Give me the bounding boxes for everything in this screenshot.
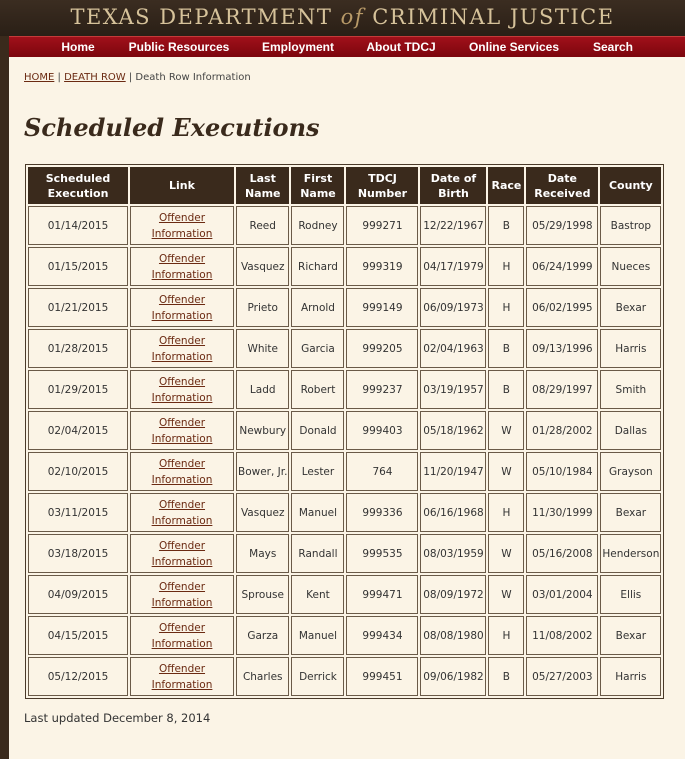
last-name-cell: Ladd [236, 370, 289, 409]
table-row [28, 534, 661, 573]
last-name-cell: Vasquez [236, 493, 289, 532]
date-received-cell: 05/27/2003 [526, 657, 598, 696]
county-cell: Bastrop [600, 206, 661, 245]
page-title: Scheduled Executions [24, 113, 320, 142]
table-row [28, 575, 661, 614]
link-cell [130, 370, 234, 409]
first-name-cell: Arnold [291, 288, 344, 327]
tdcj-number-cell: 999336 [346, 493, 418, 532]
tdcj-number-cell: 999471 [346, 575, 418, 614]
race-cell: H [488, 288, 524, 327]
date-of-birth-cell: 03/19/1957 [420, 370, 486, 409]
date-received-cell: 05/29/1998 [526, 206, 598, 245]
execution-date-cell: 02/10/2015 [28, 452, 128, 491]
offender-info-link[interactable]: Offender Information [151, 252, 213, 281]
table-row [28, 329, 661, 368]
date-of-birth-cell: 08/03/1959 [420, 534, 486, 573]
breadcrumb-home-link[interactable]: HOME [24, 72, 55, 83]
table-body [28, 206, 661, 696]
execution-date-cell: 01/14/2015 [28, 206, 128, 245]
race-cell: B [488, 329, 524, 368]
offender-info-link[interactable]: Offender Information [151, 416, 213, 445]
breadcrumb-separator: | [125, 72, 136, 83]
execution-date-cell: 05/12/2015 [28, 657, 128, 696]
col-header-link: Link [130, 167, 234, 204]
table-row [28, 288, 661, 327]
table-header-row [28, 167, 661, 204]
first-name-cell: Donald [291, 411, 344, 450]
execution-date-cell: 01/28/2015 [28, 329, 128, 368]
link-cell [130, 616, 234, 655]
date-of-birth-cell: 09/06/1982 [420, 657, 486, 696]
date-received-cell: 06/02/1995 [526, 288, 598, 327]
first-name-cell: Lester [291, 452, 344, 491]
first-name-cell: Derrick [291, 657, 344, 696]
race-cell: H [488, 616, 524, 655]
link-cell [130, 657, 234, 696]
tdcj-number-cell: 999205 [346, 329, 418, 368]
col-header-tdcj-number: TDCJ Number [346, 167, 418, 204]
offender-info-link[interactable]: Offender Information [151, 498, 213, 527]
table-row [28, 493, 661, 532]
county-cell: Dallas [600, 411, 661, 450]
breadcrumb-current: Death Row Information [135, 72, 251, 83]
county-cell: Bexar [600, 616, 661, 655]
tdcj-number-cell: 999149 [346, 288, 418, 327]
offender-info-link[interactable]: Offender Information [151, 457, 213, 486]
last-name-cell: Newbury [236, 411, 289, 450]
race-cell: B [488, 657, 524, 696]
nav-employment[interactable]: Employment [261, 40, 335, 54]
breadcrumb-death-row-link[interactable]: DEATH ROW [64, 72, 126, 83]
link-cell [130, 288, 234, 327]
table-row [28, 206, 661, 245]
offender-info-link[interactable]: Offender Information [151, 580, 213, 609]
execution-date-cell: 02/04/2015 [28, 411, 128, 450]
last-name-cell: Garza [236, 616, 289, 655]
execution-date-cell: 04/15/2015 [28, 616, 128, 655]
site-title-part1: TEXAS DEPARTMENT [70, 5, 333, 29]
col-header-date-of-birth: Date of Birth [420, 167, 486, 204]
date-received-cell: 06/24/1999 [526, 247, 598, 286]
nav-about-tdcj[interactable]: About TDCJ [366, 40, 436, 54]
col-header-scheduled-execution: Scheduled Execution [28, 167, 128, 204]
link-cell [130, 534, 234, 573]
race-cell: H [488, 493, 524, 532]
date-of-birth-cell: 08/08/1980 [420, 616, 486, 655]
date-of-birth-cell: 11/20/1947 [420, 452, 486, 491]
date-of-birth-cell: 08/09/1972 [420, 575, 486, 614]
first-name-cell: Manuel [291, 616, 344, 655]
race-cell: B [488, 370, 524, 409]
tdcj-number-cell: 999434 [346, 616, 418, 655]
offender-info-link[interactable]: Offender Information [151, 211, 213, 240]
link-cell [130, 452, 234, 491]
last-updated: Last updated December 8, 2014 [24, 711, 211, 725]
execution-date-cell: 01/15/2015 [28, 247, 128, 286]
county-cell: Bexar [600, 288, 661, 327]
date-received-cell: 11/08/2002 [526, 616, 598, 655]
first-name-cell: Randall [291, 534, 344, 573]
site-title-of: of [340, 5, 365, 29]
nav-online-services[interactable]: Online Services [468, 40, 560, 54]
date-received-cell: 05/10/1984 [526, 452, 598, 491]
table-row [28, 452, 661, 491]
last-name-cell: Sprouse [236, 575, 289, 614]
tdcj-number-cell: 999535 [346, 534, 418, 573]
link-cell [130, 411, 234, 450]
link-cell [130, 247, 234, 286]
first-name-cell: Rodney [291, 206, 344, 245]
tdcj-number-cell: 764 [346, 452, 418, 491]
execution-date-cell: 01/21/2015 [28, 288, 128, 327]
table-row [28, 657, 661, 696]
date-of-birth-cell: 12/22/1967 [420, 206, 486, 245]
date-received-cell: 05/16/2008 [526, 534, 598, 573]
execution-date-cell: 03/11/2015 [28, 493, 128, 532]
col-header-last-name: Last Name [236, 167, 289, 204]
link-cell [130, 329, 234, 368]
last-name-cell: Reed [236, 206, 289, 245]
first-name-cell: Garcia [291, 329, 344, 368]
tdcj-number-cell: 999319 [346, 247, 418, 286]
offender-info-link[interactable]: Offender Information [151, 621, 213, 650]
county-cell: Harris [600, 657, 661, 696]
county-cell: Ellis [600, 575, 661, 614]
county-cell: Nueces [600, 247, 661, 286]
col-header-first-name: First Name [291, 167, 344, 204]
date-of-birth-cell: 06/09/1973 [420, 288, 486, 327]
table-row [28, 411, 661, 450]
last-name-cell: Bower, Jr. [236, 452, 289, 491]
main-nav [9, 36, 685, 58]
tdcj-number-cell: 999237 [346, 370, 418, 409]
first-name-cell: Manuel [291, 493, 344, 532]
table-row [28, 370, 661, 409]
breadcrumb-separator: | [54, 72, 65, 83]
site-title-part2: CRIMINAL JUSTICE [372, 5, 615, 29]
date-of-birth-cell: 04/17/1979 [420, 247, 486, 286]
county-cell: Henderson [600, 534, 661, 573]
offender-info-link[interactable]: Offender Information [151, 293, 213, 322]
col-header-race: Race [488, 167, 524, 204]
breadcrumb [24, 72, 251, 83]
race-cell: H [488, 247, 524, 286]
first-name-cell: Kent [291, 575, 344, 614]
nav-search[interactable]: Search [592, 40, 634, 54]
tdcj-number-cell: 999403 [346, 411, 418, 450]
table-row [28, 247, 661, 286]
offender-info-link[interactable]: Offender Information [151, 539, 213, 568]
scheduled-executions-table [25, 164, 664, 699]
date-received-cell: 03/01/2004 [526, 575, 598, 614]
execution-date-cell: 01/29/2015 [28, 370, 128, 409]
date-received-cell: 11/30/1999 [526, 493, 598, 532]
first-name-cell: Robert [291, 370, 344, 409]
race-cell: W [488, 534, 524, 573]
offender-info-link[interactable]: Offender Information [151, 375, 213, 404]
date-received-cell: 01/28/2002 [526, 411, 598, 450]
first-name-cell: Richard [291, 247, 344, 286]
site-title[interactable] [0, 2, 685, 32]
county-cell: Bexar [600, 493, 661, 532]
site-header [0, 0, 685, 36]
last-name-cell: Charles [236, 657, 289, 696]
race-cell: W [488, 411, 524, 450]
date-of-birth-cell: 06/16/1968 [420, 493, 486, 532]
offender-info-link[interactable]: Offender Information [151, 334, 213, 363]
link-cell [130, 493, 234, 532]
link-cell [130, 575, 234, 614]
race-cell: B [488, 206, 524, 245]
execution-date-cell: 04/09/2015 [28, 575, 128, 614]
last-name-cell: White [236, 329, 289, 368]
col-header-county: County [600, 167, 661, 204]
last-name-cell: Mays [236, 534, 289, 573]
county-cell: Harris [600, 329, 661, 368]
last-name-cell: Vasquez [236, 247, 289, 286]
tdcj-number-cell: 999271 [346, 206, 418, 245]
link-cell [130, 206, 234, 245]
race-cell: W [488, 452, 524, 491]
execution-date-cell: 03/18/2015 [28, 534, 128, 573]
date-of-birth-cell: 02/04/1963 [420, 329, 486, 368]
date-received-cell: 09/13/1996 [526, 329, 598, 368]
date-of-birth-cell: 05/18/1962 [420, 411, 486, 450]
nav-home[interactable]: Home [61, 40, 95, 54]
main-content [9, 57, 685, 759]
race-cell: W [488, 575, 524, 614]
table-row [28, 616, 661, 655]
county-cell: Smith [600, 370, 661, 409]
nav-public-resources[interactable]: Public Resources [128, 40, 230, 54]
col-header-date-received: Date Received [526, 167, 598, 204]
county-cell: Grayson [600, 452, 661, 491]
offender-info-link[interactable]: Offender Information [151, 662, 213, 691]
last-name-cell: Prieto [236, 288, 289, 327]
tdcj-number-cell: 999451 [346, 657, 418, 696]
date-received-cell: 08/29/1997 [526, 370, 598, 409]
